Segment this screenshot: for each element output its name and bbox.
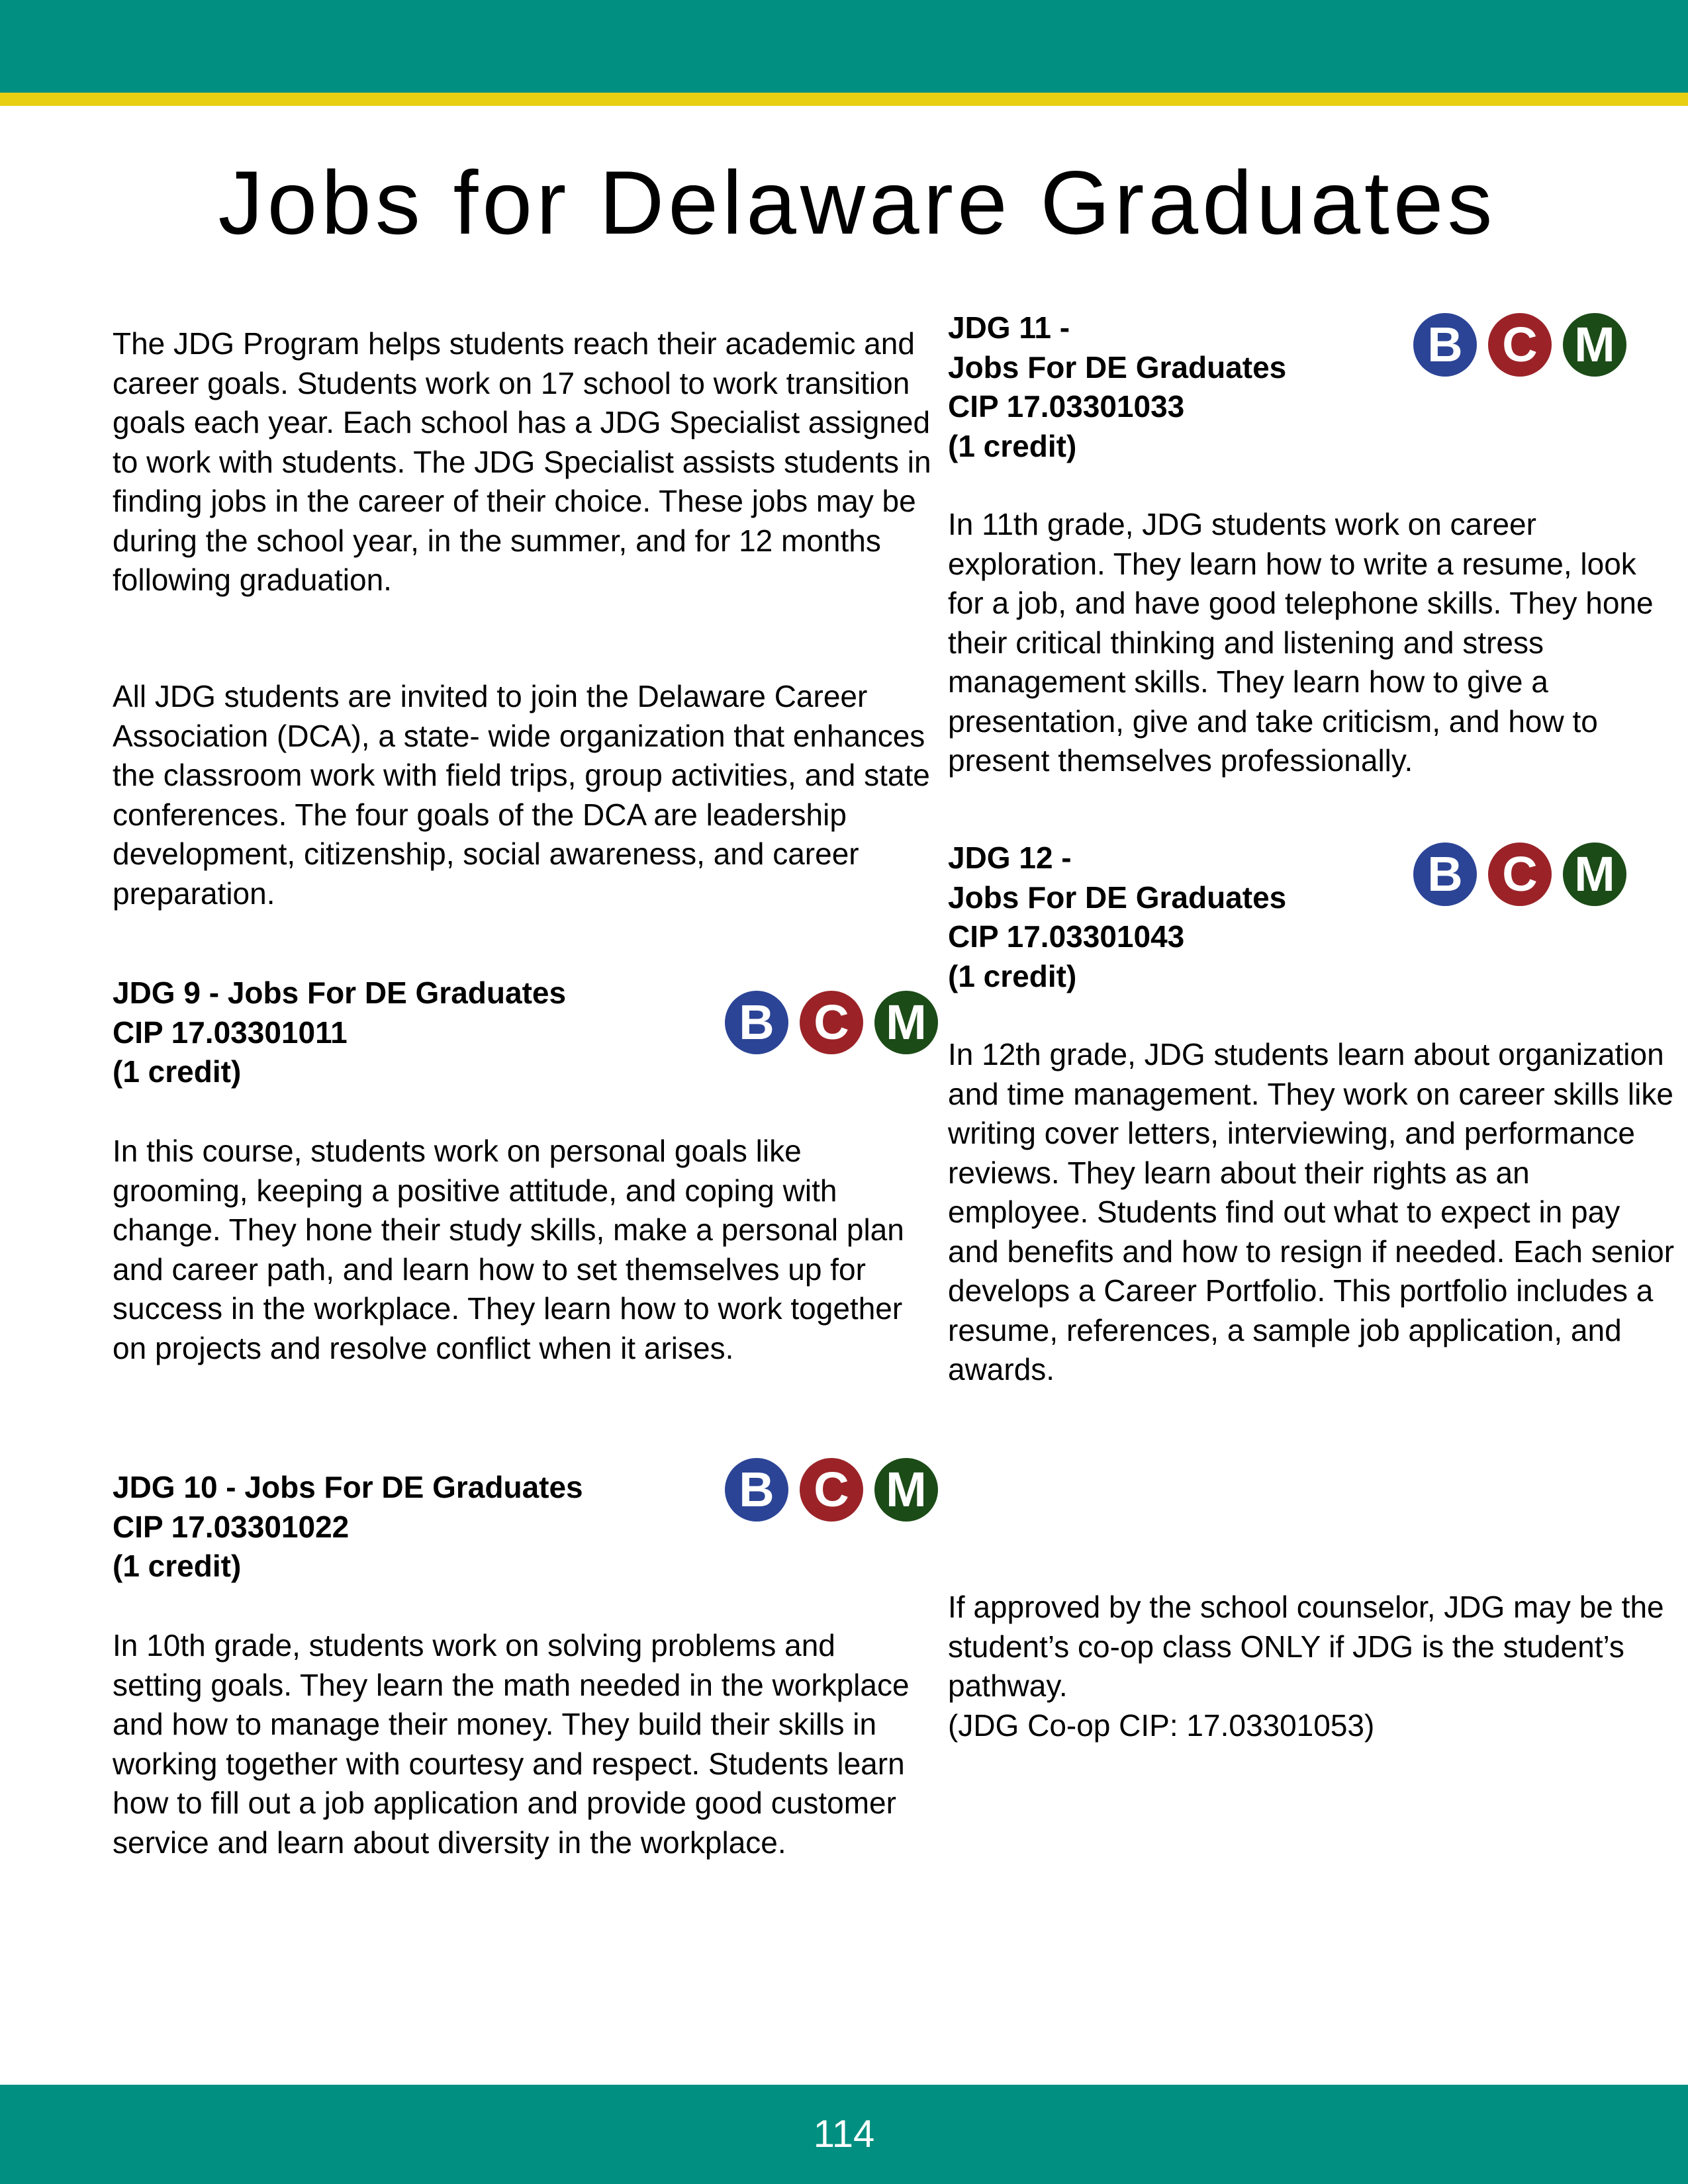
course-cip: CIP 17.03301043 [948,919,1185,954]
intro-paragraph-1: The JDG Program helps students reach their academic and career goals. Students work on 17 school to work transition goals each year. Each school has a JDG Specialist assigned to work with students. The JDG Specialist assists students in finding jobs in the career of their choice. These jobs may be during the school year, in the summer, and for 12 months following graduation. [113,326,931,597]
jdg10-badges [725,1458,943,1524]
b-badge-icon: B [725,1458,788,1522]
header-band [0,0,1688,93]
course-credit: (1 credit) [113,1549,242,1583]
b-badge-icon: B [725,991,788,1054]
c-badge-icon: C [800,991,863,1054]
course-title: JDG 9 - Jobs For DE Graduates [113,976,567,1010]
c-badge-icon: C [1488,313,1552,377]
jdg9-badges [725,991,943,1057]
m-badge-icon: M [874,991,938,1054]
course-title: JDG 10 - Jobs For DE Graduates [113,1470,583,1504]
course-cip: CIP 17.03301011 [113,1015,348,1050]
jdg12-badges [1413,842,1632,909]
course-subtitle: Jobs For DE Graduates [948,349,1287,385]
jdg10-description: In 10th grade, students work on solving problems and setting goals. They learn the math needed in the workplace and how to manage their money. They build their skills in working together with courtesy and respect. Students learn how to fill out a job application and provide good customer service and learn about diversity in the workplace. [113,1628,910,1860]
c-badge-icon: C [1488,842,1552,906]
b-badge-icon: B [1413,313,1477,377]
coop-note [948,1588,1676,1745]
course-credit: (1 credit) [948,428,1077,463]
course-credit: (1 credit) [948,958,1077,993]
coop-cip: (JDG Co-op CIP: 17.03301053) [948,1707,1375,1743]
m-badge-icon: M [1563,313,1626,377]
jdg12-description: In 12th grade, JDG students learn about organization and time management. They work on career skills like writing cover letters, interviewing, and performance reviews. They learn about their rights as an employee. Students find out what to expect in pay and benefits and how to resign if needed. Each senior develops a Career Portfolio. This portfolio includes a resume, references, a sample job application, and awards. [948,1037,1675,1387]
m-badge-icon: M [1563,842,1626,906]
intro-paragraph-2: All JDG students are invited to join the Delaware Career Association (DCA), a state- wide organization that enhances the classroom work with field trips, group activities, and state conferences. The four goals of the DCA are leadership development, citizenship, social awareness, and career preparation. [113,679,930,911]
course-title: JDG 12 - [948,841,1072,875]
course-title: JDG 11 - [948,310,1070,345]
course-subtitle: Jobs For DE Graduates [948,880,1287,915]
jdg11-description: In 11th grade, JDG students work on career exploration. They learn how to write a resume, look for a job, and have good telephone skills. They hone their critical thinking and listening and stress management skills. They learn how to give a presentation, give and take criticism, and how to present themselves professionally. [948,507,1654,778]
page-title: Jobs for Delaware Graduates [218,152,1497,253]
c-badge-icon: C [800,1458,863,1522]
jdg9-description: In this course, students work on personal goals like grooming, keeping a positive attitude, and coping with change. They hone their study skills, make a personal plan and career path, and learn how to set themselves up for success in the workplace. They learn how to work together on projects and resolve conflict when it arises. [113,1134,904,1365]
course-cip: CIP 17.03301033 [948,389,1185,424]
jdg11-badges [1413,313,1632,379]
page-number: 114 [813,2113,875,2156]
course-cip: CIP 17.03301022 [113,1509,350,1544]
b-badge-icon: B [1413,842,1477,906]
header-stripe [0,93,1688,106]
coop-text: If approved by the school counselor, JDG may be the student’s co-op class ONLY if JDG is the student’s pathway. [948,1590,1664,1703]
course-credit: (1 credit) [113,1054,242,1089]
m-badge-icon: M [874,1458,938,1522]
